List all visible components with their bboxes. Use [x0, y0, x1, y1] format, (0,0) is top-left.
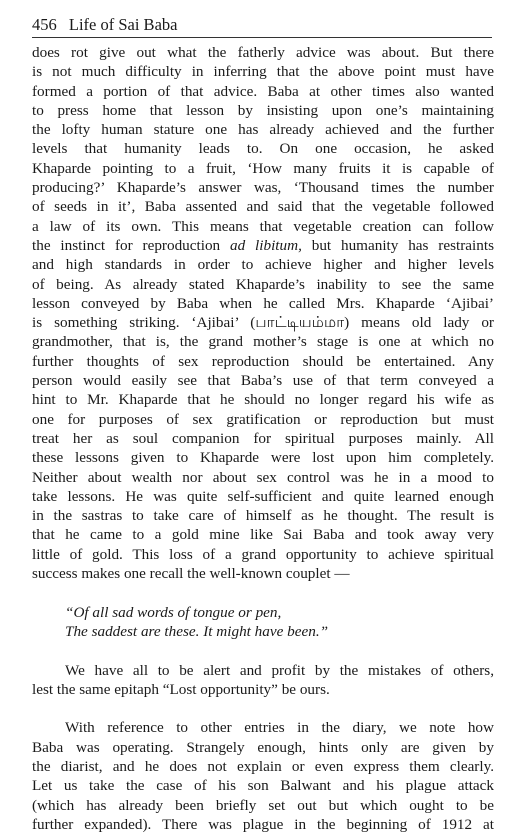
quoted-couplet	[65, 603, 494, 642]
text-line: is something striking. ‘Ajibai’ (பாட்டியம்மா) means old lady or	[32, 314, 494, 332]
running-title: Life of Sai Baba	[68, 15, 178, 34]
text-line: is not much difficulty in inferring that the above point must have	[32, 63, 494, 81]
paragraph-1	[32, 43, 494, 583]
text-line: grandmother, that is, the grand mother’s stage is one at which no	[32, 333, 494, 351]
paragraph-gap	[32, 583, 494, 602]
text-line: hint to Mr. Khaparde that he should no longer regard his wife as	[32, 391, 494, 409]
text-line: treat her as soul companion for spiritual purposes mainly. All	[32, 429, 494, 447]
text-line: success makes one recall the well-known couplet —	[32, 565, 350, 583]
couplet-line: “Of all sad words of tongue or pen,	[65, 603, 282, 621]
text-line: take lessons. He was quite self-sufficient and quite learned enough	[32, 487, 494, 505]
italic-phrase: ad libitum,	[230, 236, 302, 254]
text-line: Neither about wealth nor about sex control was he in a mood to	[32, 468, 494, 486]
couplet-line: The saddest are these. It might have been.”	[65, 622, 329, 640]
text-line: the diarist, and he does not explain or even express them clearly.	[32, 757, 494, 775]
text-line: Baba was operating. Strangely enough, hints only are given by	[32, 738, 494, 756]
text-line: to press home that lesson by insisting upon one’s maintaining	[32, 101, 494, 119]
line-segment: but humanity has restraints	[301, 236, 494, 254]
text-line: little of gold. This loss of a grand opportunity to achieve spiritual	[32, 545, 494, 563]
text-line: and high standards in order to achieve higher and higher levels	[32, 256, 494, 274]
line-segment: the instinct for reproduction	[32, 236, 230, 254]
text-line: these lessons given to Khaparde were lost upon him completely.	[32, 449, 494, 467]
text-line: We have all to be alert and profit by the mistakes of others,	[65, 661, 494, 679]
text-line: a law of its own. This means that vegetable creation can follow	[32, 217, 494, 235]
text-line: in the sastras to take care of himself as he thought. The result is	[32, 507, 494, 525]
body-text	[32, 43, 494, 834]
page-header	[32, 14, 492, 36]
text-line: person would easily see that Baba’s use of that term conveyed a	[32, 372, 494, 390]
page-number: 456	[32, 15, 57, 34]
paragraph-gap	[32, 641, 494, 660]
paragraph-4	[32, 718, 494, 834]
text-line: lesson conveyed by Baba when he called Mrs. Khaparde ‘Ajibai’	[32, 294, 494, 312]
text-line: of seeds in it’, Baba assented and said that the vegetable followed	[32, 198, 494, 216]
text-line: producing?’ Khaparde’s answer was, ‘Thousand times the number	[32, 179, 494, 197]
text-line: formed a portion of that advice. Baba at other times also wanted	[32, 82, 494, 100]
text-line: that he came to a gold mine like Sai Baba and took away very	[32, 526, 494, 544]
text-line: levels that humanity leads to. On one occasion, he asked	[32, 140, 494, 158]
text-line: further thoughts of sex reproduction should be entertained. Any	[32, 352, 494, 370]
text-line: lest the same epitaph “Lost opportunity” be ours.	[32, 680, 330, 698]
text-line: does rot give out what the fatherly advice was about. But there	[32, 44, 494, 61]
text-line: Let us take the case of his son Balwant and his plague attack	[32, 777, 494, 795]
text-line-with-italic	[32, 236, 494, 255]
paragraph-gap	[32, 699, 494, 718]
header-rule	[32, 37, 492, 38]
text-line: (which has already been briefly set out but which ought to be	[32, 796, 494, 814]
text-line: of being. As already stated Khaparde’s inability to see the same	[32, 275, 494, 293]
text-line: one for purposes of sex gratification or reproduction but must	[32, 410, 494, 428]
text-line: With reference to other entries in the diary, we note how	[65, 719, 494, 737]
text-line: further expanded). There was plague in the beginning of 1912 at	[32, 815, 494, 833]
text-line: Khaparde pointing to a fruit, ‘How many fruits it is capable of	[32, 159, 494, 177]
text-line: the lofty human stature one has already achieved and the further	[32, 121, 494, 139]
paragraph-3	[32, 661, 494, 700]
